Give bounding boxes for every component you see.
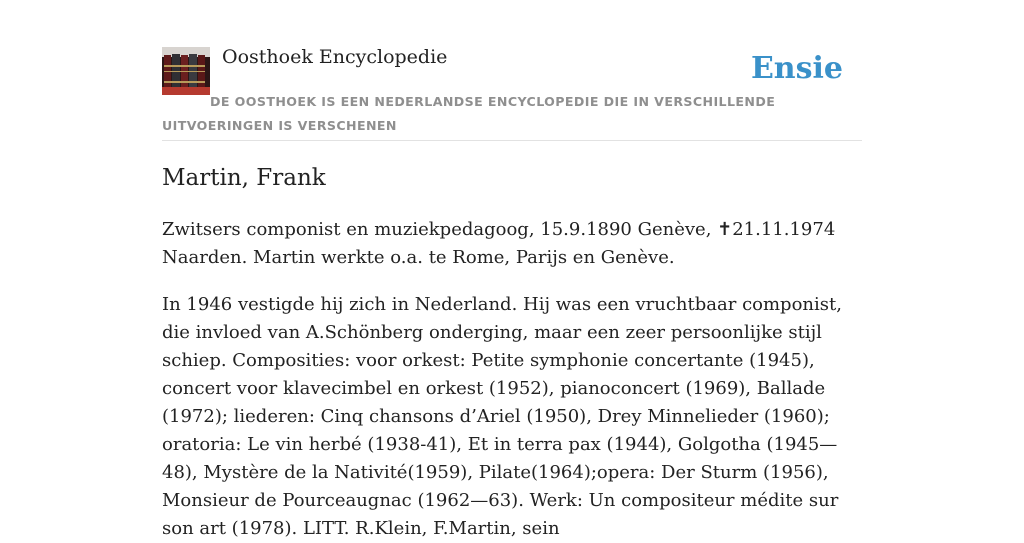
article-paragraph-2: In 1946 vestigde hij zich in Nederland. Hij was een vruchtbaar componist, die invloed van A.Schönberg onderging, maar een zeer persoonlijke stijl schiep. Composities: voor orkest: Petite symphonie concertante (1945), concert voor klavecimbel en orkest (1952), pianoconcert (1969), Ballade (1972); liederen: Cinq chansons d’Ariel (1950), Drey Minnelieder (1960); oratoria: Le vin herbé (1938-41), Et in terra pax (1944), Golgotha (1945—48), Mystère de la Nativité(1959), Pilate(1964);opera: Der Sturm (1956), Monsieur de Pourceaugnac (1962—63). Werk: Un compositeur médite sur son art (1978). LITT. R.Klein, F.Martin, sein [162, 294, 842, 539]
source-tagline: DE OOSTHOEK IS EEN NEDERLANDSE ENCYCLOPEDIE DIE IN VERSCHILLENDE UITVOERINGEN IS VERSCHENEN [162, 94, 776, 133]
source-title[interactable]: Oosthoek Encyclopedie [222, 46, 448, 68]
article-paragraph-1: Zwitsers componist en muziekpedagoog, 15.9.1890 Genève, ✝21.11.1974 Naarden. Martin werkte o.a. te Rome, Parijs en Genève. [162, 219, 836, 268]
source-header [162, 40, 862, 141]
books-icon[interactable] [162, 47, 210, 95]
brand-logo[interactable]: Ensie [750, 51, 843, 86]
article [162, 160, 862, 543]
article-title: Martin, Frank [162, 165, 326, 191]
